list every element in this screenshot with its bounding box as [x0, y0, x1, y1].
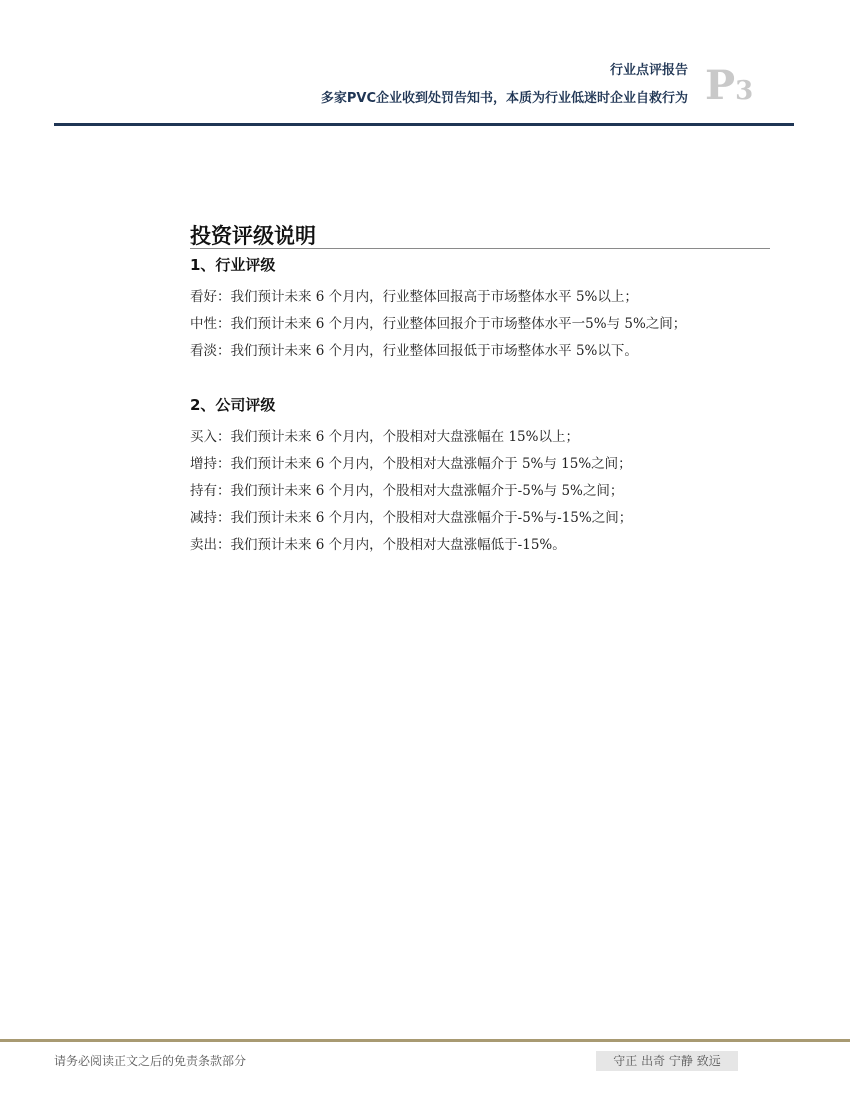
- company-rating-line: 持有：我们预计未来 6 个月内，个股相对大盘涨幅介于-5%与 5%之间；: [190, 483, 624, 499]
- report-type: 行业点评报告: [609, 63, 688, 78]
- industry-rating-heading: 1、行业评级: [190, 256, 276, 274]
- footer-motto: 守正 出奇 宁静 致远: [596, 1051, 738, 1071]
- company-rating-line: 卖出：我们预计未来 6 个月内，个股相对大盘涨幅低于-15%。: [190, 537, 566, 553]
- company-rating-line: 买入：我们预计未来 6 个月内，个股相对大盘涨幅在 15%以上；: [190, 429, 579, 445]
- section-title: 投资评级说明: [190, 224, 316, 248]
- company-rating-heading: 2、公司评级: [190, 396, 276, 414]
- page-indicator: [705, 62, 754, 109]
- footer-disclaimer: 请务必阅读正文之后的免责条款部分: [54, 1054, 247, 1068]
- report-title: 多家PVC企业收到处罚告知书，本质为行业低迷时企业自救行为: [320, 91, 688, 106]
- page-letter: P: [705, 62, 736, 109]
- company-rating-line: 增持：我们预计未来 6 个月内，个股相对大盘涨幅介于 5%与 15%之间；: [190, 456, 632, 472]
- page-number: 3: [735, 76, 754, 106]
- industry-rating-line: 中性：我们预计未来 6 个月内，行业整体回报介于市场整体水平一5%与 5%之间；: [190, 316, 687, 332]
- company-rating-line: 减持：我们预计未来 6 个月内，个股相对大盘涨幅介于-5%与-15%之间；: [190, 510, 633, 526]
- section-title-underline: [190, 248, 770, 249]
- footer-divider: [0, 1039, 850, 1042]
- header-divider: [54, 123, 794, 126]
- industry-rating-line: 看好：我们预计未来 6 个月内，行业整体回报高于市场整体水平 5%以上；: [190, 289, 638, 305]
- industry-rating-line: 看淡：我们预计未来 6 个月内，行业整体回报低于市场整体水平 5%以下。: [190, 343, 638, 359]
